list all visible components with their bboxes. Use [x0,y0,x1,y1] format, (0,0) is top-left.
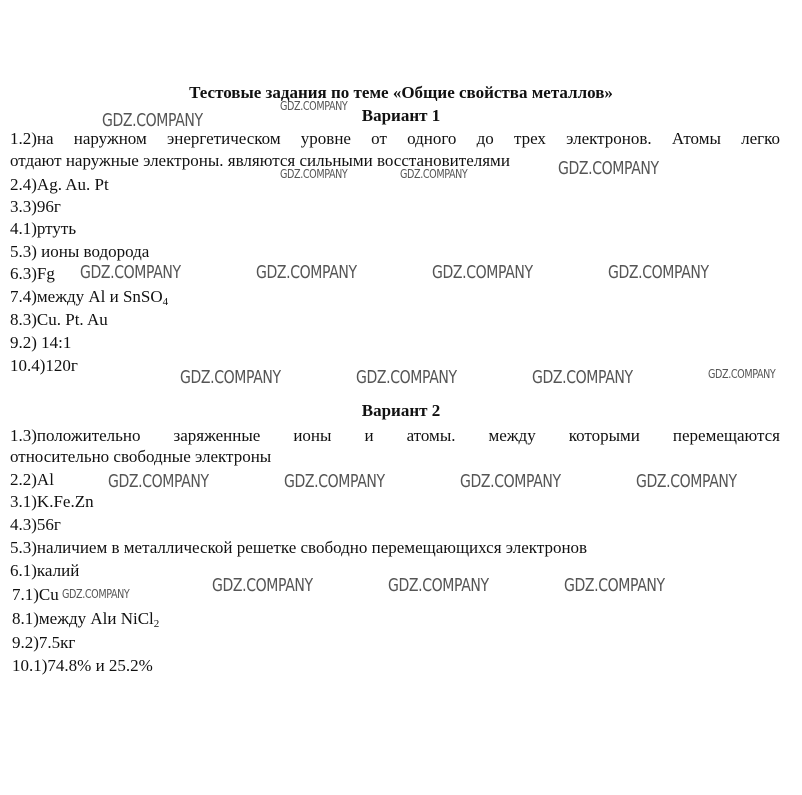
v1-answer-10: 10.4)120г [10,356,78,375]
watermark: GDZ.COMPANY [280,167,348,181]
watermark: GDZ.COMPANY [558,158,659,179]
document-title: Тестовые задания по теме «Общие свойства металлов» [189,83,613,102]
watermark: GDZ.COMPANY [432,262,533,283]
v2-answer-8 [12,609,159,634]
v1-answer-2: 2.4)Ag. Au. Pt [10,175,109,194]
v1-answer-4: 4.1)ртуть [10,219,77,238]
variant-2-heading: Вариант 2 [361,401,441,420]
watermark: GDZ.COMPANY [256,262,357,283]
watermark: GDZ.COMPANY [102,110,203,131]
watermark: GDZ.COMPANY [388,575,489,596]
v1-answer-1-line-1: 1.2)на наружном энергетическом уровне от одного до трех электронов. Атомы легко [10,129,780,148]
watermark: GDZ.COMPANY [636,471,737,492]
v2-answer-8-subscript: 2 [153,618,160,630]
watermark: GDZ.COMPANY [108,471,209,492]
v1-answer-9: 9.2) 14:1 [10,333,72,352]
v2-answer-1-line-2: относительно свободные электроны [10,447,272,466]
watermark: GDZ.COMPANY [180,367,281,388]
watermark: GDZ.COMPANY [280,99,348,113]
watermark: GDZ.COMPANY [460,471,561,492]
v1-answer-5: 5.3) ионы водорода [10,242,150,261]
v1-answer-3: 3.3)96г [10,197,61,216]
v2-answer-7: 7.1)Cu [12,585,59,604]
v1-answer-8: 8.3)Cu. Pt. Au [10,310,108,329]
watermark: GDZ.COMPANY [62,587,130,601]
watermark: GDZ.COMPANY [356,367,457,388]
watermark: GDZ.COMPANY [608,262,709,283]
watermark: GDZ.COMPANY [532,367,633,388]
v1-answer-7-subscript: 4 [162,296,169,308]
watermark: GDZ.COMPANY [400,167,468,181]
v2-answer-9: 9.2)7.5кг [12,633,76,652]
v1-answer-7-text: 7.4)между Al и SnSO [10,287,163,306]
v1-answer-7 [10,287,168,312]
watermark: GDZ.COMPANY [284,471,385,492]
v1-answer-1-line-2: отдают наружные электроны. являются сильными восстановителями [10,151,510,170]
watermark: GDZ.COMPANY [708,367,776,381]
watermark: GDZ.COMPANY [564,575,665,596]
v2-answer-1-line-1: 1.3)положительно заряженные ионы и атомы. между которыми перемещаются [10,426,780,445]
v2-answer-8-text: 8.1)между Alи NiCl [12,609,154,628]
watermark: GDZ.COMPANY [80,262,181,283]
v2-answer-5: 5.3)наличием в металлической решетке свободно перемещающихся электронов [10,538,588,557]
watermark: GDZ.COMPANY [212,575,313,596]
v2-answer-4: 4.3)56г [10,515,61,534]
v1-answer-6: 6.3)Fg [10,264,55,283]
variant-1-heading: Вариант 1 [361,106,441,125]
v2-answer-10: 10.1)74.8% и 25.2% [12,656,153,675]
v2-answer-2: 2.2)Al [10,470,54,489]
v2-answer-6: 6.1)калий [10,561,80,580]
v2-answer-3: 3.1)K.Fe.Zn [10,492,94,511]
